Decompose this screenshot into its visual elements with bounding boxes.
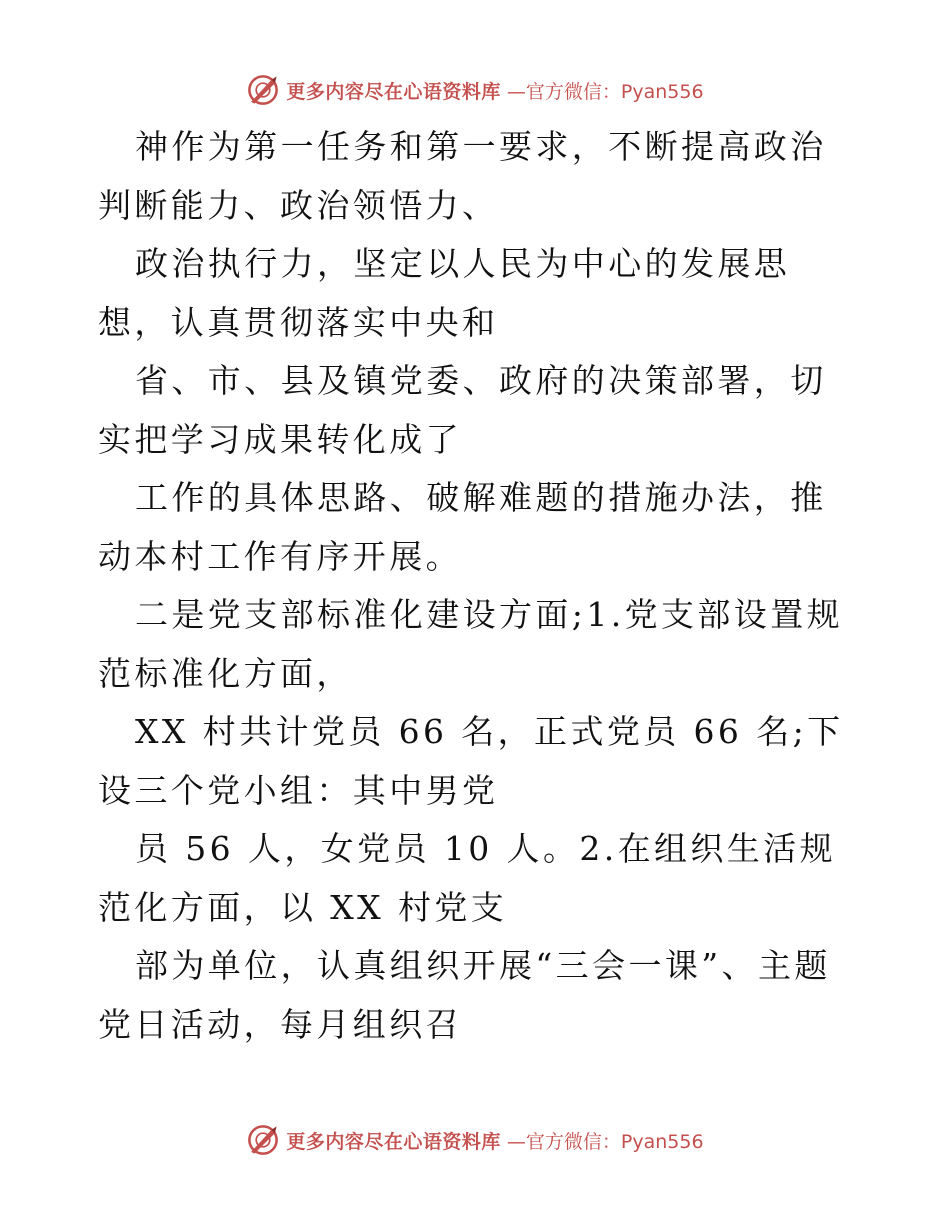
paragraph-5: 二是党支部标准化建设方面;1.党支部设置规范标准化方面， xyxy=(98,595,844,693)
paragraph-3: 省、市、县及镇党委、政府的决策部署，切实把学习成果转化成了 xyxy=(98,361,827,459)
watermark-sub-text: —官方微信：Pyan556 xyxy=(506,80,704,103)
watermark-logo-icon xyxy=(246,1123,280,1157)
watermark-sub-text: —官方微信：Pyan556 xyxy=(506,1130,704,1153)
footer-watermark-banner xyxy=(0,1120,950,1160)
watermark-main-text: 更多内容尽在心语资料库 xyxy=(286,1130,501,1153)
paragraph-4: 工作的具体思路、破解难题的措施办法，推动本村工作有序开展。 xyxy=(98,478,827,576)
paragraph-6: XX 村共计党员 66 名，正式党员 66 名;下设三个党小组：其中男党 xyxy=(98,712,844,810)
paragraph-1: 神作为第一任务和第一要求，不断提高政治判断能力、政治领悟力、 xyxy=(98,127,827,225)
paragraph-2: 政治执行力，坚定以人民为中心的发展思想，认真贯彻落实中央和 xyxy=(98,244,791,342)
paragraph-8: 部为单位，认真组织开展“三会一课”、主题党日活动，每月组织召 xyxy=(98,946,831,1044)
document-body xyxy=(98,118,858,1054)
header-watermark-banner xyxy=(0,70,950,110)
watermark-logo-icon xyxy=(246,73,280,107)
paragraph-7: 员 56 人，女党员 10 人。2.在组织生活规范化方面，以 XX 村党支 xyxy=(98,829,837,927)
watermark-main-text: 更多内容尽在心语资料库 xyxy=(286,80,501,103)
